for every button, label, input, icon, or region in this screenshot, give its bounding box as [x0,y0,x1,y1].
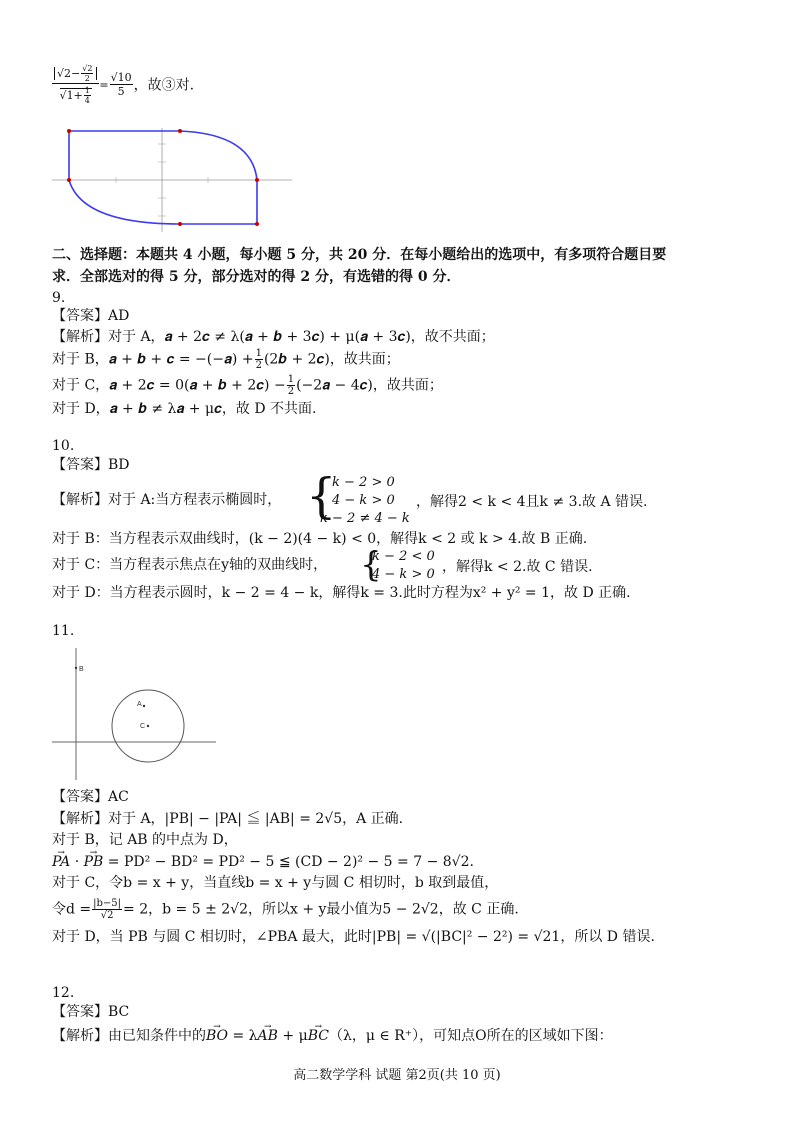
point-a [143,705,145,707]
q9-option-b [52,348,400,371]
q10-a-brace: { [306,468,337,524]
q9-b-frac-den: 2 [255,360,262,371]
q11-option-c1: 对于 C，令b = x + y，当直线b = x + y与圆 C 相切时，b 取到最值， [52,875,499,891]
label-c: C [140,723,146,730]
circle-figure [52,648,216,780]
den-frac-den: 4 [84,96,90,105]
dot-op: · [70,854,84,870]
q11-option-a: 【解析】对于 A，|PB| − |PA| ≦ |AB| = 2√5，A 正确. [52,811,404,827]
q9-c-frac-den: 2 [287,386,295,397]
q12-number: 12. [52,985,75,1001]
q10-answer: 【答案】BD [52,457,130,473]
abs-frac-num: √2 [82,64,93,73]
point-c [147,725,149,727]
q11-answer: 【答案】AC [52,789,129,805]
rhs-num: √10 [110,71,132,84]
q10-number: 10. [52,438,75,454]
q11-c2-frac-num: |b−5| [93,898,122,909]
q9-c-frac-num: 1 [287,374,295,385]
q10-option-a-post: ，解得2 < k < 4且k ≠ 3.故 A 错误. [416,494,648,510]
q11-option-d: 对于 D，当 PB 与圆 C 相切时，∠PBA 最大，此时|PB| = √(|BC|² − 2²) = √21，所以 D 错误. [52,929,655,945]
q11-number: 11. [52,623,75,639]
eq-sign: = [99,78,109,92]
q12-eq: = λ [228,1028,258,1044]
q10-a-cond-2: 4 − k > 0 [332,493,395,508]
q12-post: （λ，μ ∈ R⁺），可知点O所在的区域如下图： [328,1028,613,1044]
top-formula-tail: ，故③对. [133,77,195,94]
abs-frac-den: 2 [84,74,90,83]
q9-c-post: (−2𝒂 − 4𝒄)，故共面； [296,377,443,394]
section2-title-line1: 二、选择题：本题共 4 小题，每小题 5 分，共 20 分．在每小题给出的选项中，有多项符合题目要 [52,247,667,263]
q10-a-cond-3: k − 2 ≠ 4 − k [320,511,410,526]
label-a: A [137,701,142,708]
q11-c2-frac-den: √2 [100,910,114,921]
q9-b-post: (2𝒃 + 2𝒄)，故共面； [263,351,400,368]
q10-option-d: 对于 D：当方程表示圆时，k − 2 = 4 − k，解得k = 3.此时方程为x² + y² = 1，故 D 正确. [52,585,631,601]
vec-ab: → AB [258,1027,278,1045]
q10-a-system [320,474,410,528]
region-boundary [69,131,257,224]
q10-option-c-post: ，解得k < 2.故 C 错误. [442,559,593,575]
q9-number: 9. [52,290,66,306]
page-footer: 高二数学学科 试题 第2页(共 10 页) [293,1068,501,1083]
q10-c-cond-2: 4 − k > 0 [372,567,435,582]
den-sqrt: 1+ [66,88,83,102]
q10-c-cond-1: k − 2 < 0 [372,549,435,564]
q11-option-c2 [52,898,519,921]
q9-c-pre: 对于 C，𝒂 + 2𝒄 = 0(𝒂 + 𝒃 + 2𝒄) − [52,377,286,394]
region-graph-figure [52,124,292,236]
q10-option-c-pre: 对于 C：当方程表示焦点在y轴的双曲线时， [52,557,328,573]
q9-option-d: 对于 D，𝒂 + 𝒃 ≠ λ𝒂 + μ𝒄，故 D 不共面. [52,401,317,417]
q12-analysis [52,1027,613,1045]
vec-bc: → BC [308,1027,329,1045]
q9-b-frac-num: 1 [255,348,262,359]
q9-option-a: 【解析】对于 A，𝒂 + 2𝒄 ≠ λ(𝒂 + 𝒃 + 3𝒄) + μ(𝒂 + 3𝒄)，故不共面； [52,329,495,345]
section2-title-line2: 求．全部选对的得 5 分，部分选对的得 2 分，有选错的得 0 分． [52,269,461,285]
den-frac-num: 1 [84,86,90,95]
label-b: B [79,666,84,673]
vertex-points [67,129,259,226]
q11-c2-pre: 令d = [52,901,92,918]
q10-c-system [372,548,435,584]
vec-pa: → PA [52,853,70,871]
vec-pb: → PB [84,853,104,871]
point-b [75,667,77,669]
q12-plus: + μ [277,1028,308,1044]
q9-option-c [52,374,443,397]
q10-a-cond-1: k − 2 > 0 [332,475,395,490]
q10-c-brace: { [360,545,382,585]
q10-option-a-pre: 【解析】对于 A:当方程表示椭圆时， [52,492,282,508]
abs-left: √2 [57,66,72,80]
q12-answer: 【答案】BC [52,1004,130,1020]
q9-b-pre: 对于 B，𝒂 + 𝒃 + 𝒄 = −(−𝒂) + [52,351,254,368]
rhs-den: 5 [117,85,125,98]
top-formula: √2− $\frac{√2}{2}$ √1+ $\frac{1}{4}$ = $\frac{√10}{5}$ ，故③对. [52,64,194,116]
q12-pre: 【解析】由已知条件中的 [52,1028,206,1044]
q9-answer: 【答案】AD [52,308,130,324]
vec-bo: → BO [206,1027,228,1045]
q10-option-b: 对于 B：当方程表示双曲线时，(k − 2)(4 − k) < 0，解得k < 2 或 k > 4.故 B 正确. [52,531,588,547]
q11-b2-rest: = PD² − BD² = PD² − 5 ≦ (CD − 2)² − 5 = 7 − 8√2. [103,854,474,870]
q11-option-b1: 对于 B，记 AB 的中点为 D， [52,832,238,848]
q11-option-b2 [52,853,474,871]
q11-c2-post: = 2，b = 5 ± 2√2，所以x + y最小值为5 − 2√2，故 C 正确. [123,901,519,918]
